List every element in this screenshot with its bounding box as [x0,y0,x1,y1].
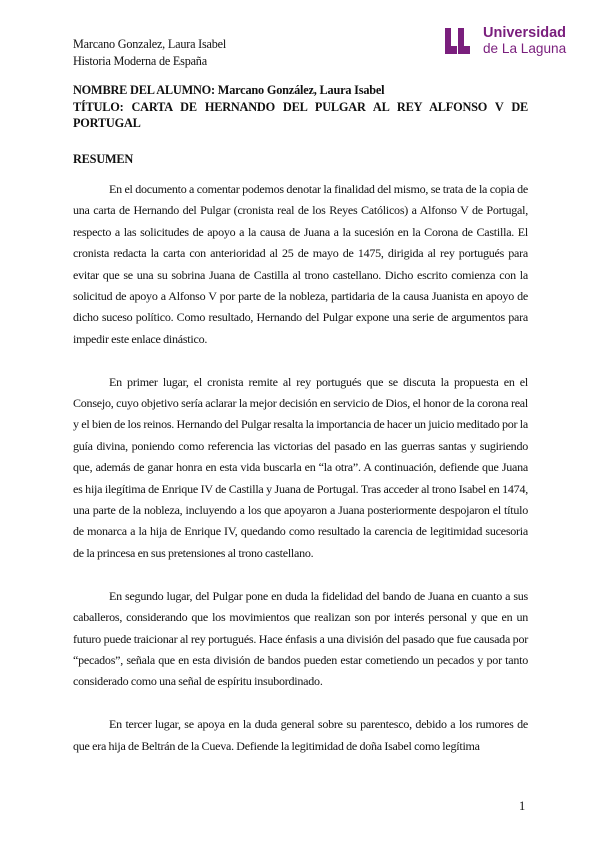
document-title-line2: PORTUGAL [73,116,141,130]
paragraph: En segundo lugar, del Pulgar pone en duda la fidelidad del bando de Juana en cuanto a sus caballeros, considerando que los movimientos que realizan son por interés personal y que en un futuro puede traicionar al rey portugués. Hace énfasis a una división del pasado que fue causada por “pecados”, señala que en esta división de bandos pueden estar cometiendo un pecados y por tanto considerado como una señal de espíritu insubordinado. [73,588,528,689]
document-title-line1: TÍTULO: CARTA DE HERNANDO DEL PULGAR AL REY ALFONSO V DE [73,99,528,114]
paragraph: En el documento a comentar podemos denotar la finalidad del mismo, se trata de la copia de una carta de Hernando del Pulgar (cronista real de los Reyes Católicos) a Alfonso V de Portugal, respecto a las solicitudes de apoyo a la causa de Juana a la sucesión en la Corona de Castilla. El cronista redacta la carta con anterioridad al 25 de mayo de 1475, dirigida al rey portugués para evitar que se una su sobrina Juana de Castilla al trono castellano. Dicho escrito comienza con la solicitud de apoyo a Alfonso V por parte de la nobleza, partidaria de la causa Juanista en apoyo de dicho suceso político. Como resultado, Hernando del Pulgar expone una serie de argumentos para impedir este enlace dinástico. [73,182,528,346]
running-header [73,36,226,70]
paragraph: En tercer lugar, se apoya en la duda general sobre su parentesco, debido a los rumores de que era hija de Beltrán de la Cueva. Defiende la legitimidad de doña Isabel como legítima [73,717,528,753]
logo-text [483,26,566,56]
ull-logo-icon [443,28,471,54]
header-course: Historia Moderna de España [73,54,207,68]
university-logo [443,26,573,58]
document-body [73,179,528,757]
student-name: NOMBRE DEL ALUMNO: Marcano González, Laura Isabel [73,83,385,97]
page-number: 1 [519,799,526,813]
logo-line1: Universidad [483,25,566,41]
document-meta [73,82,528,132]
logo-line2: de La Laguna [483,41,567,56]
section-heading: RESUMEN [73,152,134,166]
header-author: Marcano Gonzalez, Laura Isabel [73,37,227,51]
paragraph: En primer lugar, el cronista remite al rey portugués que se discuta la propuesta en el Consejo, cuyo objetivo sería aclarar la mejor decisión en servicio de Dios, el honor de la corona real y el bien de los reinos. Hernando del Pulgar resalta la importancia de hacer un juicio meditado por la guía divina, poniendo como referencia las victorias del pasado en las guerras santas y sugiriendo que, además de ganar honra en esta vida buscarla en “la otra”. A continuación, defiende que Juana es hija ilegítima de Enrique IV de Castilla y Juana de Portugal. Tras acceder al trono Isabel en 1474, una parte de la nobleza, incluyendo a los que apoyaron a Juana posteriormente despojaron el título de monarca a la hija de Enrique IV, quedando como resultado la carencia de legitimidad sucesoria de la princesa en sus pretensiones al trono castellano. [73,374,528,560]
